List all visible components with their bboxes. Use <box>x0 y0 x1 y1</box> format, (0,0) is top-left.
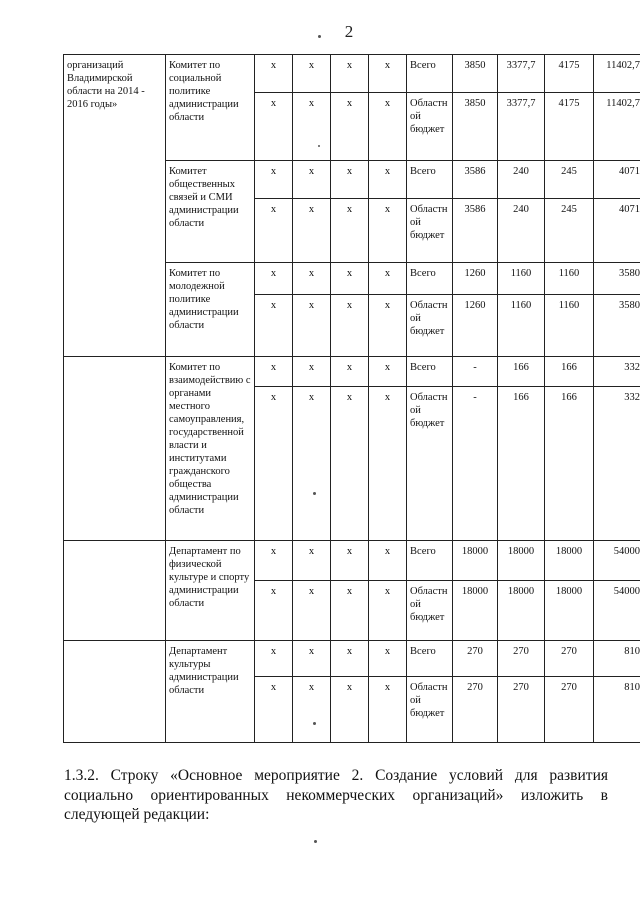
table-row <box>64 357 640 387</box>
mark-cell: х <box>369 161 407 199</box>
value-2014-cell: 18000 <box>453 581 498 641</box>
table-row <box>64 641 640 677</box>
mark-cell: х <box>369 641 407 677</box>
value-2014-cell: - <box>453 387 498 541</box>
funding-source-cell: Всего <box>407 641 453 677</box>
value-2014-cell: 3586 <box>453 161 498 199</box>
mark-cell: х <box>293 93 331 161</box>
table-row <box>64 55 640 93</box>
mark-cell: х <box>293 677 331 743</box>
mark-cell: х <box>293 263 331 295</box>
organization-cell: организаций Владимирской области на 2014 - 2016 годы» <box>64 55 166 357</box>
total-cell: 3580 <box>594 295 640 357</box>
mark-cell: х <box>255 263 293 295</box>
value-2014-cell: 270 <box>453 641 498 677</box>
value-2016-cell: 4175 <box>545 55 594 93</box>
value-2016-cell: 245 <box>545 199 594 263</box>
mark-cell: х <box>255 677 293 743</box>
value-2015-cell: 1160 <box>498 263 545 295</box>
mark-cell: х <box>369 93 407 161</box>
value-2016-cell: 1160 <box>545 263 594 295</box>
value-2015-cell: 166 <box>498 387 545 541</box>
mark-cell: х <box>293 387 331 541</box>
funding-table <box>63 54 640 743</box>
funding-source-cell: Областн ой бюджет <box>407 581 453 641</box>
funding-source-cell: Всего <box>407 357 453 387</box>
empty-org-cell <box>64 641 166 743</box>
mark-cell: х <box>293 541 331 581</box>
page-number: 2 <box>344 22 354 41</box>
committee-cell: Комитет по социальной политике администрации области <box>166 55 255 161</box>
mark-cell: х <box>293 199 331 263</box>
mark-cell: х <box>293 295 331 357</box>
total-cell: 4071 <box>594 199 640 263</box>
mark-cell: х <box>255 357 293 387</box>
total-cell: 3580 <box>594 263 640 295</box>
total-cell: 810 <box>594 677 640 743</box>
table-row <box>64 541 640 581</box>
value-2016-cell: 18000 <box>545 581 594 641</box>
value-2016-cell: 4175 <box>545 93 594 161</box>
value-2015-cell: 3377,7 <box>498 93 545 161</box>
value-2015-cell: 166 <box>498 357 545 387</box>
value-2014-cell: 1260 <box>453 263 498 295</box>
mark-cell: х <box>369 295 407 357</box>
value-2016-cell: 270 <box>545 677 594 743</box>
mark-cell: х <box>293 55 331 93</box>
mark-cell: х <box>331 387 369 541</box>
empty-org-cell <box>64 357 166 541</box>
mark-cell: х <box>331 581 369 641</box>
value-2014-cell: - <box>453 357 498 387</box>
scan-speck <box>318 35 321 38</box>
mark-cell: х <box>293 581 331 641</box>
mark-cell: х <box>293 641 331 677</box>
mark-cell: х <box>369 581 407 641</box>
mark-cell: х <box>255 581 293 641</box>
funding-source-cell: Областн ой бюджет <box>407 93 453 161</box>
total-cell: 332 <box>594 357 640 387</box>
mark-cell: х <box>369 677 407 743</box>
mark-cell: х <box>293 161 331 199</box>
value-2015-cell: 270 <box>498 641 545 677</box>
value-2014-cell: 3850 <box>453 55 498 93</box>
value-2016-cell: 166 <box>545 387 594 541</box>
value-2015-cell: 18000 <box>498 541 545 581</box>
mark-cell: х <box>255 55 293 93</box>
mark-cell: х <box>293 357 331 387</box>
mark-cell: х <box>369 387 407 541</box>
value-2015-cell: 3377,7 <box>498 55 545 93</box>
mark-cell: х <box>331 263 369 295</box>
value-2015-cell: 240 <box>498 161 545 199</box>
total-cell: 4071 <box>594 161 640 199</box>
total-cell: 810 <box>594 641 640 677</box>
value-2016-cell: 245 <box>545 161 594 199</box>
total-cell: 54000 <box>594 581 640 641</box>
mark-cell: х <box>331 161 369 199</box>
mark-cell: х <box>369 541 407 581</box>
mark-cell: х <box>331 295 369 357</box>
total-cell: 332 <box>594 387 640 541</box>
committee-cell: Комитет общественных связей и СМИ администрации области <box>166 161 255 263</box>
value-2016-cell: 166 <box>545 357 594 387</box>
mark-cell: х <box>369 55 407 93</box>
committee-cell: Комитет по взаимодействию с органами местного самоуправления, государственной власти и институтами гражданского общества администрации области <box>166 357 255 541</box>
committee-cell: Департамент по физической культуре и спорту администрации области <box>166 541 255 641</box>
value-2016-cell: 18000 <box>545 541 594 581</box>
value-2014-cell: 3586 <box>453 199 498 263</box>
mark-cell: х <box>331 93 369 161</box>
total-cell: 11402,7 <box>594 93 640 161</box>
funding-source-cell: Всего <box>407 55 453 93</box>
value-2016-cell: 270 <box>545 641 594 677</box>
mark-cell: х <box>255 387 293 541</box>
funding-table-body <box>64 55 640 743</box>
mark-cell: х <box>331 199 369 263</box>
mark-cell: х <box>331 541 369 581</box>
total-cell: 54000 <box>594 541 640 581</box>
scan-speck <box>314 840 317 843</box>
mark-cell: х <box>331 357 369 387</box>
empty-org-cell <box>64 541 166 641</box>
mark-cell: х <box>255 541 293 581</box>
funding-source-cell: Всего <box>407 161 453 199</box>
mark-cell: х <box>331 55 369 93</box>
mark-cell: х <box>255 93 293 161</box>
mark-cell: х <box>331 641 369 677</box>
mark-cell: х <box>331 677 369 743</box>
mark-cell: х <box>255 161 293 199</box>
value-2015-cell: 18000 <box>498 581 545 641</box>
funding-source-cell: Областн ой бюджет <box>407 295 453 357</box>
funding-source-cell: Областн ой бюджет <box>407 199 453 263</box>
value-2015-cell: 1160 <box>498 295 545 357</box>
funding-source-cell: Всего <box>407 263 453 295</box>
mark-cell: х <box>369 199 407 263</box>
funding-source-cell: Областн ой бюджет <box>407 387 453 541</box>
committee-cell: Комитет по молодежной политике администрации области <box>166 263 255 357</box>
mark-cell: х <box>369 263 407 295</box>
funding-source-cell: Всего <box>407 541 453 581</box>
amendment-paragraph: 1.3.2. Строку «Основное мероприятие 2. Создание условий для развития социально ориентированных некоммерческих организаций» изложить в следующей редакции: <box>64 767 608 823</box>
mark-cell: х <box>255 295 293 357</box>
value-2016-cell: 1160 <box>545 295 594 357</box>
value-2015-cell: 240 <box>498 199 545 263</box>
value-2015-cell: 270 <box>498 677 545 743</box>
mark-cell: х <box>369 357 407 387</box>
mark-cell: х <box>255 199 293 263</box>
value-2014-cell: 3850 <box>453 93 498 161</box>
value-2014-cell: 18000 <box>453 541 498 581</box>
value-2014-cell: 270 <box>453 677 498 743</box>
value-2014-cell: 1260 <box>453 295 498 357</box>
funding-source-cell: Областн ой бюджет <box>407 677 453 743</box>
mark-cell: х <box>255 641 293 677</box>
total-cell: 11402,7 <box>594 55 640 93</box>
committee-cell: Департамент культуры администрации области <box>166 641 255 743</box>
